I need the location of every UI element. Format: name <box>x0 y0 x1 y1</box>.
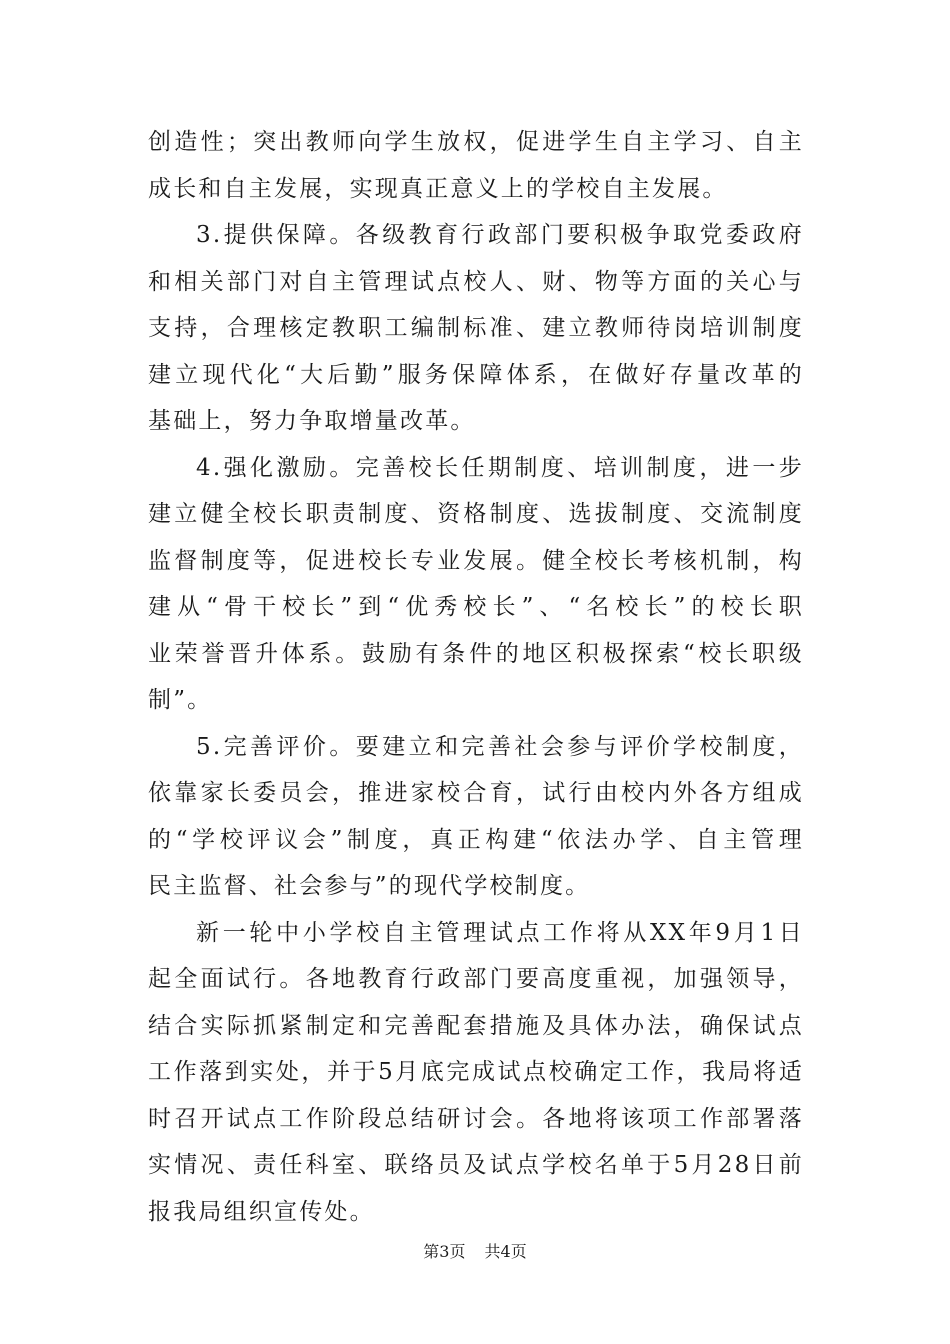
text-line: 建立现代化“大后勤”服务保障体系，在做好存量改革的 <box>148 361 804 388</box>
text-line: 业荣誉晋升体系。鼓励有条件的地区积极探索“校长职级 <box>148 640 804 667</box>
page-number: 第3页 <box>423 1242 466 1261</box>
text-line: 监督制度等，促进校长专业发展。健全校长考核机制，构 <box>148 547 804 574</box>
text-line: 时召开试点工作阶段总结研讨会。各地将该项工作部署落 <box>148 1105 804 1132</box>
page-total: 共4页 <box>484 1242 527 1261</box>
text-line: 成长和自主发展，实现真正意义上的学校自主发展。 <box>148 175 728 202</box>
text-line: 实情况、责任科室、联络员及试点学校名单于5月28日前 <box>148 1152 804 1178</box>
text-line: 3.提供保障。各级教育行政部门要积极争取党委政府 <box>196 222 804 248</box>
text-line: 基础上，努力争取增量改革。 <box>148 408 476 434</box>
document-body <box>148 119 804 1235</box>
text-line: 建立健全校长职责制度、资格制度、选拔制度、交流制度 <box>148 501 804 527</box>
page-footer <box>0 1240 950 1264</box>
text-line: 4.强化激励。完善校长任期制度、培训制度，进一步 <box>196 454 804 481</box>
text-line: 支持，合理核定教职工编制标准、建立教师待岗培训制度 <box>148 315 804 341</box>
text-line: 报我局组织宣传处。 <box>148 1198 375 1225</box>
text-line: 依靠家长委员会，推进家校合育，试行由校内外各方组成 <box>148 780 804 806</box>
text-line: 起全面试行。各地教育行政部门要高度重视，加强领导， <box>148 966 804 992</box>
text-line: 民主监督、社会参与”的现代学校制度。 <box>148 873 591 899</box>
text-line: 创造性；突出教师向学生放权，促进学生自主学习、自主 <box>148 129 804 155</box>
text-line: 的“学校评议会”制度，真正构建“依法办学、自主管理 <box>148 826 804 853</box>
text-line: 5.完善评价。要建立和完善社会参与评价学校制度， <box>196 733 804 760</box>
text-line: 结合实际抓紧制定和完善配套措施及具体办法，确保试点 <box>148 1012 804 1039</box>
text-line: 建从“骨干校长”到“优秀校长”、“名校长”的校长职 <box>148 594 804 620</box>
text-line: 工作落到实处，并于5月底完成试点校确定工作，我局将适 <box>148 1059 804 1085</box>
text-line: 和相关部门对自主管理试点校人、财、物等方面的关心与 <box>148 268 804 295</box>
text-line: 新一轮中小学校自主管理试点工作将从XX年9月1日 <box>196 919 804 946</box>
text-line: 制”。 <box>148 687 213 713</box>
